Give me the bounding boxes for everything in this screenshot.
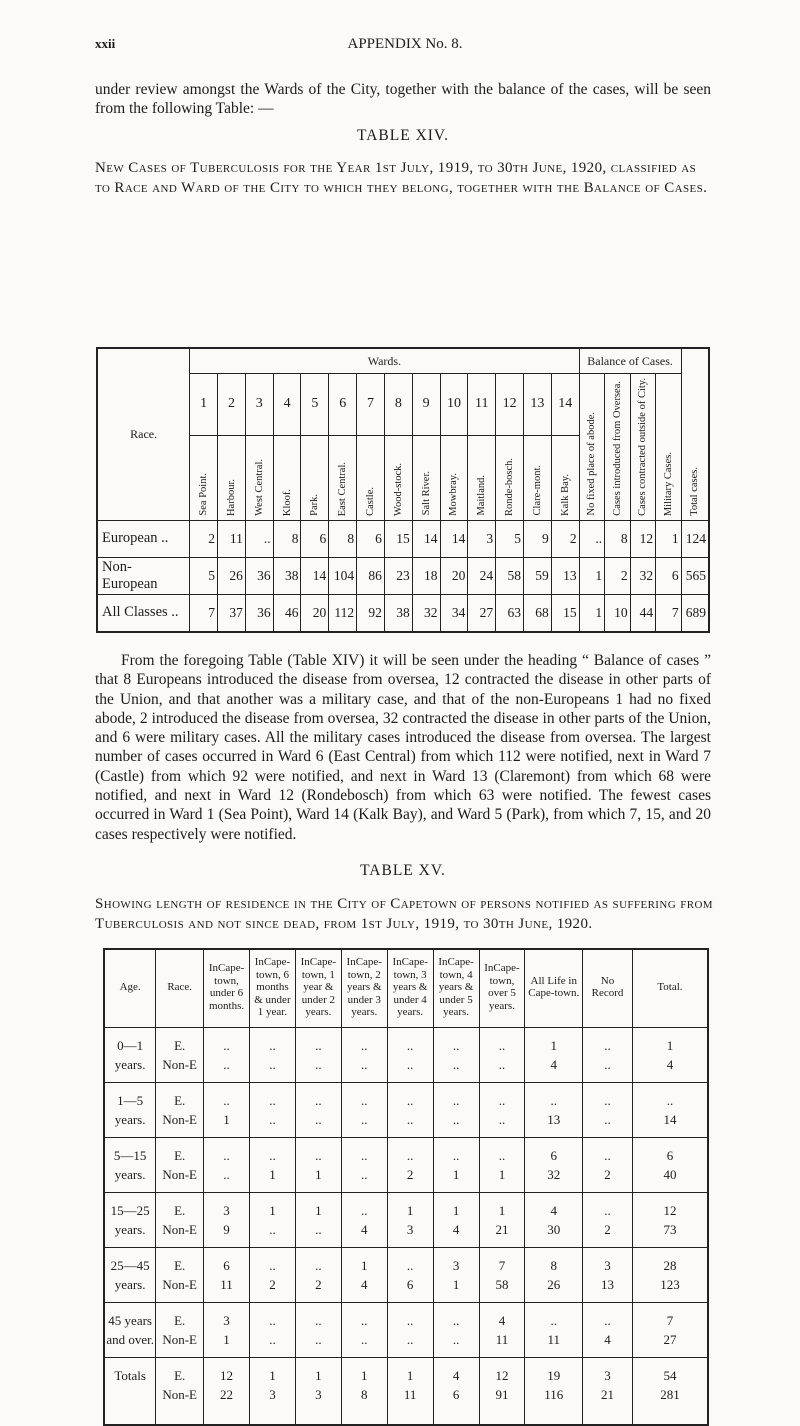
table-row <box>104 1027 708 1082</box>
value-cell: 3 13 <box>583 1247 633 1302</box>
value-cell: .. <box>579 520 605 557</box>
value-cell: 7 58 <box>479 1247 525 1302</box>
value-cell: 1 .. <box>249 1192 295 1247</box>
ward-name: Wood-stock. <box>384 435 412 520</box>
value-cell: 8 <box>605 520 631 557</box>
value-cell: .. .. <box>295 1082 341 1137</box>
value-cell: 1 3 <box>249 1357 295 1425</box>
value-cell: 1 .. <box>295 1192 341 1247</box>
value-cell: .. .. <box>479 1027 525 1082</box>
value-cell: 1 3 <box>387 1192 433 1247</box>
column-header: All Life in Cape-town. <box>525 949 583 1027</box>
value-cell: 20 <box>301 594 329 632</box>
value-cell: 1 4 <box>433 1192 479 1247</box>
value-cell: 3 1 <box>204 1302 250 1357</box>
value-cell: 26 <box>218 557 246 594</box>
value-cell: 7 <box>656 594 682 632</box>
page-header <box>95 36 715 56</box>
value-cell: .. 13 <box>525 1082 583 1137</box>
ward-number: 4 <box>273 374 301 436</box>
value-cell: 6 <box>357 520 385 557</box>
ward-number: 10 <box>440 374 468 436</box>
ward-name: Clare-mont. <box>523 435 551 520</box>
value-cell: 63 <box>496 594 524 632</box>
value-cell: 4 6 <box>433 1357 479 1425</box>
value-cell: .. 6 <box>387 1247 433 1302</box>
value-cell: 10 <box>605 594 631 632</box>
value-cell: 11 <box>218 520 246 557</box>
value-cell: .. .. <box>433 1302 479 1357</box>
table-row <box>104 1137 708 1192</box>
value-cell: 7 27 <box>632 1302 708 1357</box>
value-cell: .. 2 <box>249 1247 295 1302</box>
table-row <box>97 594 709 632</box>
value-cell: 112 <box>329 594 357 632</box>
ward-number: 9 <box>412 374 440 436</box>
value-cell: .. 1 <box>249 1137 295 1192</box>
value-cell: .. .. <box>583 1082 633 1137</box>
value-cell: 4 30 <box>525 1192 583 1247</box>
value-cell: .. .. <box>341 1137 387 1192</box>
value-cell: 28 123 <box>632 1247 708 1302</box>
value-cell: 32 <box>412 594 440 632</box>
ward-name: West Central. <box>245 435 273 520</box>
table14-label: TABLE XIV. <box>357 127 449 144</box>
value-cell: .. .. <box>249 1082 295 1137</box>
value-cell: 6 <box>656 557 682 594</box>
value-cell: .. 4 <box>583 1302 633 1357</box>
race-cell: E. Non-E <box>156 1137 204 1192</box>
value-cell: 7 <box>190 594 218 632</box>
value-cell: .. .. <box>204 1027 250 1082</box>
value-cell: 104 <box>329 557 357 594</box>
value-cell: .. 1 <box>433 1137 479 1192</box>
value-cell: .. .. <box>295 1302 341 1357</box>
value-cell: 54 281 <box>632 1357 708 1425</box>
ward-name: Salt River. <box>412 435 440 520</box>
value-cell: .. 2 <box>583 1137 633 1192</box>
column-header: InCape-town, 3 years & under 4 years. <box>387 949 433 1027</box>
value-cell: 6 32 <box>525 1137 583 1192</box>
value-cell: 5 <box>190 557 218 594</box>
value-cell: 1 <box>579 557 605 594</box>
value-cell: 1 <box>656 520 682 557</box>
table-xv <box>103 948 709 1426</box>
value-cell: 6 40 <box>632 1137 708 1192</box>
race-cell: E. Non-E <box>156 1082 204 1137</box>
value-cell: 3 <box>468 520 496 557</box>
race-header: Race. <box>97 348 190 520</box>
value-cell: .. .. <box>433 1082 479 1137</box>
value-cell: 3 9 <box>204 1192 250 1247</box>
value-cell: 12 <box>630 520 656 557</box>
value-cell: .. 1 <box>204 1082 250 1137</box>
table14-caption <box>95 158 713 198</box>
ward-name: Maitland. <box>468 435 496 520</box>
value-cell: 23 <box>384 557 412 594</box>
page-number: xxii <box>95 36 116 51</box>
race-cell: E. Non-E <box>156 1302 204 1357</box>
value-cell: 1 21 <box>479 1192 525 1247</box>
column-header: InCape-town, 4 years & under 5 years. <box>433 949 479 1027</box>
age-cell: 25—45 years. <box>104 1247 156 1302</box>
value-cell: .. .. <box>387 1027 433 1082</box>
value-cell: .. 2 <box>295 1247 341 1302</box>
value-cell: 1 11 <box>387 1357 433 1425</box>
value-cell: 15 <box>551 594 579 632</box>
value-cell: 8 26 <box>525 1247 583 1302</box>
value-cell: 92 <box>357 594 385 632</box>
value-cell: 6 <box>301 520 329 557</box>
analysis-text: From the foregoing Table (Table XIV) it will be seen under the heading “ Balance of cases ” that 8 Europeans introduced the disease from oversea, 12 contracted the disease in other parts of the Union, and that another was a military case, and that of the non-Europeans 1 had no fixed abode, 2 introduced the disease from oversea, 32 contracted the disease in other parts of the Union, and 6 were military cases. All the military cases introduced the disease from oversea. The largest number of cases occurred in Ward 6 (East Central) from which 112 were notified, next in Ward 7 (Castle) from which 92 were notified, and next in Ward 13 (Claremont) from which 68 were notified, and next in Ward 12 (Rondebosch) from which 63 were notified. The fewest cases occurred in Ward 1 (Sea Point), Ward 14 (Kalk Bay), and Ward 5 (Park), from which 7, 15, and 20 cases respectively were notified. <box>95 652 711 843</box>
column-header: InCape-town, 6 months & under 1 year. <box>249 949 295 1027</box>
value-cell: 3 21 <box>583 1357 633 1425</box>
race-cell: E. Non-E <box>156 1192 204 1247</box>
ward-number: 8 <box>384 374 412 436</box>
table15-label: TABLE XV. <box>360 862 446 879</box>
value-cell: .. .. <box>341 1302 387 1357</box>
analysis-paragraph <box>95 651 711 844</box>
race-cell: E. Non-E <box>156 1247 204 1302</box>
value-cell: .. 1 <box>479 1137 525 1192</box>
value-cell: .. .. <box>433 1027 479 1082</box>
ward-name: Harbour. <box>218 435 246 520</box>
ward-number: 7 <box>357 374 385 436</box>
column-header: Race. <box>156 949 204 1027</box>
value-cell: 36 <box>245 594 273 632</box>
ward-name: East Central. <box>329 435 357 520</box>
total-cases-header: Total cases. <box>681 348 709 520</box>
value-cell: .. .. <box>387 1302 433 1357</box>
value-cell: 86 <box>357 557 385 594</box>
value-cell: 2 <box>190 520 218 557</box>
value-cell: 14 <box>301 557 329 594</box>
value-cell: .. <box>245 520 273 557</box>
appendix-title: APPENDIX No. 8. <box>347 36 463 52</box>
table-row <box>104 1082 708 1137</box>
value-cell: 34 <box>440 594 468 632</box>
value-cell: 58 <box>496 557 524 594</box>
value-cell: 9 <box>523 520 551 557</box>
balance-column-header: Cases introduced from Oversea. <box>605 374 631 521</box>
value-cell: 36 <box>245 557 273 594</box>
value-cell: .. .. <box>341 1027 387 1082</box>
value-cell: 24 <box>468 557 496 594</box>
value-cell: 37 <box>218 594 246 632</box>
table-row <box>104 1357 708 1425</box>
value-cell: .. 1 <box>295 1137 341 1192</box>
value-cell: .. .. <box>295 1027 341 1082</box>
value-cell: 44 <box>630 594 656 632</box>
value-cell: 13 <box>551 557 579 594</box>
ward-name: Sea Point. <box>190 435 218 520</box>
age-cell: 1—5 years. <box>104 1082 156 1137</box>
value-cell: 12 73 <box>632 1192 708 1247</box>
value-cell: .. .. <box>204 1137 250 1192</box>
table15-caption <box>95 894 713 934</box>
ward-name: Park. <box>301 435 329 520</box>
value-cell: 59 <box>523 557 551 594</box>
ward-number: 2 <box>218 374 246 436</box>
table-row <box>97 520 709 557</box>
table-row <box>104 1302 708 1357</box>
value-cell: .. 4 <box>341 1192 387 1247</box>
value-cell: .. .. <box>583 1027 633 1082</box>
value-cell: 32 <box>630 557 656 594</box>
value-cell: 38 <box>384 594 412 632</box>
ward-number: 3 <box>245 374 273 436</box>
value-cell: 1 3 <box>295 1357 341 1425</box>
column-header: InCape-town, under 6 months. <box>204 949 250 1027</box>
column-header: No Record <box>583 949 633 1027</box>
ward-number: 14 <box>551 374 579 436</box>
value-cell: 38 <box>273 557 301 594</box>
value-cell: 8 <box>273 520 301 557</box>
table-row <box>104 1192 708 1247</box>
table-xiv <box>96 347 710 633</box>
value-cell: 12 91 <box>479 1357 525 1425</box>
table-row <box>104 1247 708 1302</box>
ward-number: 5 <box>301 374 329 436</box>
value-cell: 8 <box>329 520 357 557</box>
ward-name: Castle. <box>357 435 385 520</box>
ward-number: 13 <box>523 374 551 436</box>
value-cell: 14 <box>412 520 440 557</box>
ward-name: Ronde-bosch. <box>496 435 524 520</box>
value-cell: 2 <box>551 520 579 557</box>
value-cell: 3 1 <box>433 1247 479 1302</box>
value-cell: 15 <box>384 520 412 557</box>
ward-number: 12 <box>496 374 524 436</box>
intro-text: under review amongst the Wards of the City, together with the balance of the cases, will be seen from the following Table: — <box>95 81 711 118</box>
race-cell: E. Non-E <box>156 1027 204 1082</box>
column-header: Age. <box>104 949 156 1027</box>
value-cell: .. 14 <box>632 1082 708 1137</box>
wards-header: Wards. <box>190 348 579 374</box>
intro-paragraph <box>95 80 711 119</box>
age-cell: 45 years and over. <box>104 1302 156 1357</box>
value-cell: 6 11 <box>204 1247 250 1302</box>
value-cell: 1 <box>579 594 605 632</box>
age-cell: 15—25 years. <box>104 1192 156 1247</box>
ward-name: Kalk Bay. <box>551 435 579 520</box>
value-cell: 565 <box>681 557 709 594</box>
age-cell: Totals <box>104 1357 156 1425</box>
value-cell: 4 11 <box>479 1302 525 1357</box>
value-cell: 27 <box>468 594 496 632</box>
column-header: InCape-town, over 5 years. <box>479 949 525 1027</box>
value-cell: .. 2 <box>583 1192 633 1247</box>
age-cell: 0—1 years. <box>104 1027 156 1082</box>
value-cell: 689 <box>681 594 709 632</box>
value-cell: .. .. <box>249 1027 295 1082</box>
value-cell: 68 <box>523 594 551 632</box>
value-cell: 46 <box>273 594 301 632</box>
value-cell: .. 11 <box>525 1302 583 1357</box>
column-header: Total. <box>632 949 708 1027</box>
value-cell: .. .. <box>249 1302 295 1357</box>
balance-column-header: No fixed place of abode. <box>579 374 605 521</box>
value-cell: 14 <box>440 520 468 557</box>
value-cell: .. .. <box>479 1082 525 1137</box>
ward-number: 6 <box>329 374 357 436</box>
race-cell: European .. <box>97 520 190 557</box>
column-header: InCape-town, 2 years & under 3 years. <box>341 949 387 1027</box>
value-cell: 12 22 <box>204 1357 250 1425</box>
column-header: InCape-town, 1 year & under 2 years. <box>295 949 341 1027</box>
value-cell: 5 <box>496 520 524 557</box>
balance-column-header: Military Cases. <box>656 374 682 521</box>
value-cell: 2 <box>605 557 631 594</box>
value-cell: .. .. <box>387 1082 433 1137</box>
race-cell: E. Non-E <box>156 1357 204 1425</box>
table14-caption-text: New Cases of Tuberculosis for the Year 1st July, 1919, to 30th June, 1920, classified as to Race and Ward of the City to which they belong, together with the Balance of Cases. <box>95 160 708 196</box>
value-cell: 1 4 <box>632 1027 708 1082</box>
balance-header: Balance of Cases. <box>579 348 681 374</box>
balance-column-header: Cases contracted outside of City. <box>630 374 656 521</box>
value-cell: 124 <box>681 520 709 557</box>
value-cell: .. .. <box>341 1082 387 1137</box>
ward-name: Mowbray. <box>440 435 468 520</box>
value-cell: 19 116 <box>525 1357 583 1425</box>
value-cell: 20 <box>440 557 468 594</box>
ward-number: 11 <box>468 374 496 436</box>
ward-number: 1 <box>190 374 218 436</box>
value-cell: 18 <box>412 557 440 594</box>
value-cell: 1 4 <box>525 1027 583 1082</box>
value-cell: 1 4 <box>341 1247 387 1302</box>
table-row <box>97 557 709 594</box>
ward-name: Kloof. <box>273 435 301 520</box>
age-cell: 5—15 years. <box>104 1137 156 1192</box>
race-cell: Non-European <box>97 557 190 594</box>
value-cell: 1 8 <box>341 1357 387 1425</box>
value-cell: .. 2 <box>387 1137 433 1192</box>
race-cell: All Classes .. <box>97 594 190 632</box>
table15-caption-text: Showing length of residence in the City of Capetown of persons notified as suffering from Tuberculosis and not since dead, from 1st July, 1919, to 30th June, 1920. <box>95 896 713 932</box>
